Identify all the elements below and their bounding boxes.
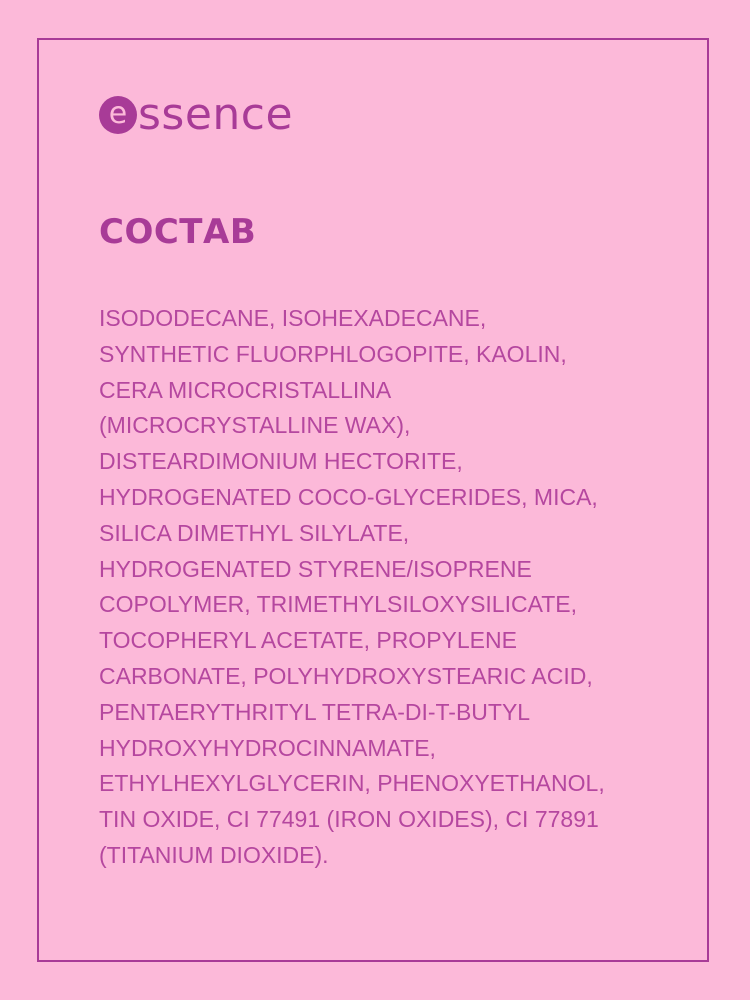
ingredients-line: HYDROGENATED COCO-GLYCERIDES, MICA, — [99, 483, 598, 510]
ingredients-line: PENTAERYTHRITYL TETRA-DI-T-BUTYL — [99, 698, 531, 725]
logo-wordmark: ssence — [138, 89, 294, 140]
ingredients-line: SILICA DIMETHYL SILYLATE, — [99, 519, 410, 546]
ingredients-line: CARBONATE, POLYHYDROXYSTEARIC ACID, — [99, 662, 593, 689]
page-title: СОСТАВ — [99, 212, 257, 252]
ingredients-line: HYDROXYHYDROCINNAMATE, — [99, 734, 436, 761]
ingredients-line: TOCOPHERYL ACETATE, PROPYLENE — [99, 627, 517, 654]
ingredients-line: HYDROGENATED STYRENE/ISOPRENE — [99, 555, 532, 582]
ingredients-line: SYNTHETIC FLUORPHLOGOPITE, KAOLIN, — [99, 340, 567, 367]
ingredients-line: (MICROCRYSTALLINE WAX), — [99, 412, 411, 439]
ingredients-line: COPOLYMER, TRIMETHYLSILOXYSILICATE, — [99, 591, 578, 618]
ingredients-line: CERA MICROCRISTALLINA — [99, 376, 392, 403]
ingredients-line: ETHYLHEXYLGLYCERIN, PHENOXYETHANOL, — [99, 770, 605, 797]
logo-mark: e — [99, 96, 137, 134]
ingredients-line: DISTEARDIMONIUM HECTORITE, — [99, 448, 463, 475]
ingredients-list — [99, 301, 699, 874]
ingredients-line: (TITANIUM DIOXIDE). — [99, 841, 329, 868]
ingredients-line: TIN OXIDE, CI 77491 (IRON OXIDES), CI 77891 — [99, 806, 599, 833]
brand-logo — [99, 89, 294, 140]
ingredients-line: ISODODECANE, ISOHEXADECANE, — [99, 305, 487, 331]
